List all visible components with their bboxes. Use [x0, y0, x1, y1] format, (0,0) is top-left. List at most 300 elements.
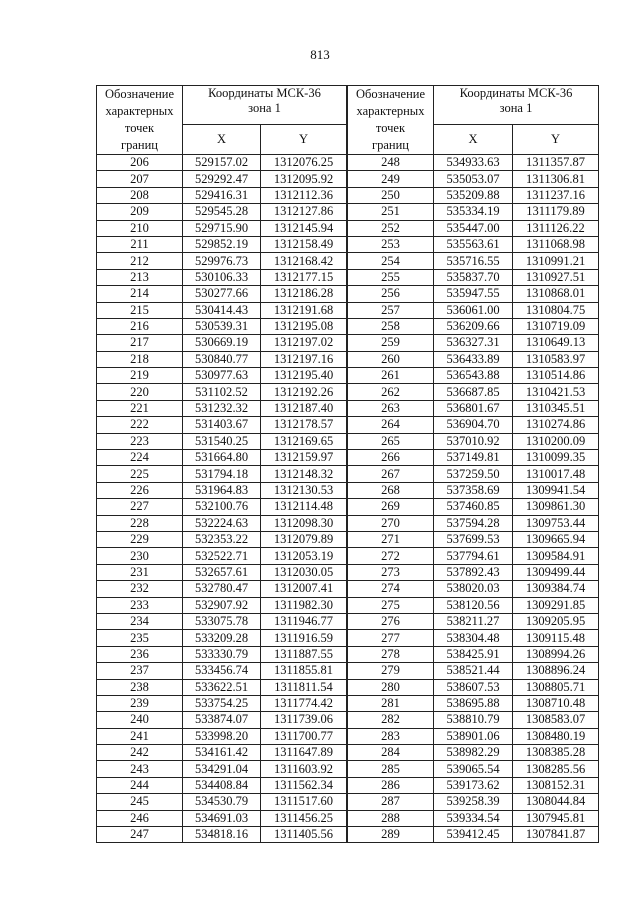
point-number-cell: 235 [97, 630, 183, 646]
y-coordinate-cell: 1312195.40 [261, 368, 347, 384]
table-row [97, 761, 347, 777]
point-number-cell: 212 [97, 253, 183, 269]
y-coordinate-cell: 1309753.44 [513, 515, 599, 531]
x-coordinate-cell: 532780.47 [183, 581, 261, 597]
table-row [97, 318, 347, 334]
x-coordinate-cell: 531403.67 [183, 417, 261, 433]
table-row [97, 236, 347, 252]
y-coordinate-cell: 1310099.35 [513, 450, 599, 466]
y-coordinate-cell: 1311887.55 [261, 646, 347, 662]
y-coordinate-cell: 1312127.86 [261, 204, 347, 220]
table-row [348, 581, 599, 597]
x-coordinate-cell: 533998.20 [183, 728, 261, 744]
point-number-cell: 228 [97, 515, 183, 531]
point-number-cell: 278 [348, 646, 434, 662]
x-coordinate-cell: 530414.43 [183, 302, 261, 318]
point-number-cell: 251 [348, 204, 434, 220]
table-row [97, 155, 347, 171]
point-number-cell: 220 [97, 384, 183, 400]
point-number-cell: 215 [97, 302, 183, 318]
y-coordinate-cell: 1310017.48 [513, 466, 599, 482]
coordinates-header-line: зона 1 [499, 101, 533, 115]
point-number-cell: 276 [348, 613, 434, 629]
y-coordinate-cell: 1312159.97 [261, 450, 347, 466]
x-coordinate-cell: 531102.52 [183, 384, 261, 400]
table-row [97, 335, 347, 351]
x-coordinate-cell: 535053.07 [434, 171, 513, 187]
y-coordinate-cell: 1311306.81 [513, 171, 599, 187]
y-coordinate-cell: 1309291.85 [513, 597, 599, 613]
x-coordinate-cell: 532224.63 [183, 515, 261, 531]
table-row [97, 597, 347, 613]
y-coordinate-cell: 1309941.54 [513, 482, 599, 498]
table-row [348, 335, 599, 351]
point-number-cell: 257 [348, 302, 434, 318]
table-row [97, 466, 347, 482]
x-coordinate-cell: 538211.27 [434, 613, 513, 629]
point-number-cell: 271 [348, 531, 434, 547]
point-number-cell: 217 [97, 335, 183, 351]
x-coordinate-cell: 529416.31 [183, 187, 261, 203]
x-coordinate-cell: 537892.43 [434, 564, 513, 580]
point-number-cell: 261 [348, 368, 434, 384]
table-row [348, 155, 599, 171]
x-coordinate-cell: 531540.25 [183, 433, 261, 449]
x-coordinate-cell: 530840.77 [183, 351, 261, 367]
y-coordinate-cell: 1309499.44 [513, 564, 599, 580]
y-coordinate-cell: 1311456.25 [261, 810, 347, 826]
y-coordinate-cell: 1311946.77 [261, 613, 347, 629]
x-coordinate-cell: 533456.74 [183, 663, 261, 679]
designation-header-line: Обозначение [104, 87, 175, 101]
table-row [348, 810, 599, 826]
y-coordinate-cell: 1311855.81 [261, 663, 347, 679]
table-row [348, 548, 599, 564]
point-number-cell: 281 [348, 695, 434, 711]
point-number-cell: 266 [348, 450, 434, 466]
table-row [97, 581, 347, 597]
x-coordinate-cell: 531964.83 [183, 482, 261, 498]
table-row [97, 663, 347, 679]
table-row [348, 761, 599, 777]
y-coordinate-cell: 1310719.09 [513, 318, 599, 334]
table-row [348, 646, 599, 662]
x-coordinate-cell: 537149.81 [434, 450, 513, 466]
point-number-cell: 239 [97, 695, 183, 711]
point-number-cell: 269 [348, 499, 434, 515]
table-row [97, 712, 347, 728]
y-coordinate-cell: 1310927.51 [513, 269, 599, 285]
x-coordinate-cell: 536061.00 [434, 302, 513, 318]
designation-header-line: характерных [356, 104, 425, 118]
x-coordinate-cell: 531794.18 [183, 466, 261, 482]
y-coordinate-cell: 1311405.56 [261, 827, 347, 843]
designation-header-line: границ [121, 138, 158, 152]
y-coordinate-cell: 1312158.49 [261, 236, 347, 252]
point-number-cell: 263 [348, 400, 434, 416]
y-coordinate-cell: 1308805.71 [513, 679, 599, 695]
x-coordinate-cell: 535716.55 [434, 253, 513, 269]
x-coordinate-cell: 538607.53 [434, 679, 513, 695]
designation-header-line: точек [124, 121, 155, 135]
point-number-cell: 225 [97, 466, 183, 482]
table-row [97, 351, 347, 367]
x-coordinate-cell: 536801.67 [434, 400, 513, 416]
y-coordinate-cell: 1311179.89 [513, 204, 599, 220]
y-coordinate-cell: 1311357.87 [513, 155, 599, 171]
point-number-cell: 236 [97, 646, 183, 662]
x-coordinate-cell: 529852.19 [183, 236, 261, 252]
table-row [348, 171, 599, 187]
point-number-cell: 243 [97, 761, 183, 777]
table-row [348, 515, 599, 531]
y-coordinate-cell: 1311982.30 [261, 597, 347, 613]
point-number-cell: 218 [97, 351, 183, 367]
y-coordinate-cell: 1311739.06 [261, 712, 347, 728]
point-number-cell: 226 [97, 482, 183, 498]
table-row [348, 253, 599, 269]
table-row [97, 384, 347, 400]
y-coordinate-cell: 1308152.31 [513, 777, 599, 793]
y-coordinate-cell: 1308994.26 [513, 646, 599, 662]
point-number-cell: 232 [97, 581, 183, 597]
point-number-cell: 213 [97, 269, 183, 285]
point-number-cell: 277 [348, 630, 434, 646]
y-coordinate-cell: 1311647.89 [261, 745, 347, 761]
x-coordinate-cell: 529292.47 [183, 171, 261, 187]
table-row [348, 466, 599, 482]
point-number-cell: 256 [348, 286, 434, 302]
coordinates-header-line: зона 1 [248, 101, 281, 115]
x-coordinate-cell: 533209.28 [183, 630, 261, 646]
point-number-cell: 260 [348, 351, 434, 367]
table-row [97, 269, 347, 285]
point-number-cell: 207 [97, 171, 183, 187]
designation-header-line: Обозначение [355, 87, 426, 101]
y-coordinate-cell: 1310421.53 [513, 384, 599, 400]
table-row [97, 482, 347, 498]
designation-header [97, 86, 183, 155]
point-number-cell: 289 [348, 827, 434, 843]
y-coordinate-cell: 1311517.60 [261, 794, 347, 810]
table-row [97, 433, 347, 449]
table-row [348, 187, 599, 203]
table-row [348, 220, 599, 236]
table-row [348, 499, 599, 515]
table-row [348, 269, 599, 285]
designation-header-line: точек [375, 121, 406, 135]
designation-header-line: характерных [105, 104, 174, 118]
table-row [97, 286, 347, 302]
x-coordinate-cell: 539334.54 [434, 810, 513, 826]
table-row [348, 531, 599, 547]
y-coordinate-cell: 1312191.68 [261, 302, 347, 318]
x-coordinate-cell: 530669.19 [183, 335, 261, 351]
y-coordinate-cell: 1312112.36 [261, 187, 347, 203]
table-row [348, 433, 599, 449]
x-coordinate-cell: 537794.61 [434, 548, 513, 564]
table-row [97, 171, 347, 187]
y-coordinate-cell: 1312130.53 [261, 482, 347, 498]
table-row [97, 810, 347, 826]
point-number-cell: 206 [97, 155, 183, 171]
y-coordinate-cell: 1312177.15 [261, 269, 347, 285]
table-row [97, 794, 347, 810]
y-coordinate-cell: 1308583.07 [513, 712, 599, 728]
x-coordinate-cell: 531664.80 [183, 450, 261, 466]
y-coordinate-cell: 1311562.34 [261, 777, 347, 793]
table-row [348, 663, 599, 679]
y-coordinate-cell: 1309115.48 [513, 630, 599, 646]
x-coordinate-cell: 536543.88 [434, 368, 513, 384]
y-coordinate-cell: 1308285.56 [513, 761, 599, 777]
point-number-cell: 229 [97, 531, 183, 547]
table-row [348, 630, 599, 646]
point-number-cell: 273 [348, 564, 434, 580]
y-coordinate-cell: 1311068.98 [513, 236, 599, 252]
point-number-cell: 230 [97, 548, 183, 564]
point-number-cell: 259 [348, 335, 434, 351]
x-coordinate-cell: 539258.39 [434, 794, 513, 810]
left-table-body [97, 155, 347, 843]
y-coordinate-cell: 1310274.86 [513, 417, 599, 433]
x-column-header: X [183, 125, 261, 155]
point-number-cell: 258 [348, 318, 434, 334]
table-row [97, 548, 347, 564]
x-coordinate-cell: 529545.28 [183, 204, 261, 220]
x-coordinate-cell: 539173.62 [434, 777, 513, 793]
x-coordinate-cell: 534161.42 [183, 745, 261, 761]
y-coordinate-cell: 1310804.75 [513, 302, 599, 318]
y-coordinate-cell: 1310583.97 [513, 351, 599, 367]
point-number-cell: 286 [348, 777, 434, 793]
table-row [97, 368, 347, 384]
y-coordinate-cell: 1312030.05 [261, 564, 347, 580]
point-number-cell: 238 [97, 679, 183, 695]
y-coordinate-cell: 1312186.28 [261, 286, 347, 302]
table-row [348, 613, 599, 629]
coordinates-table-right [347, 85, 599, 843]
y-coordinate-cell: 1312195.08 [261, 318, 347, 334]
point-number-cell: 267 [348, 466, 434, 482]
table-row [348, 827, 599, 843]
y-coordinate-cell: 1312095.92 [261, 171, 347, 187]
point-number-cell: 253 [348, 236, 434, 252]
y-coordinate-cell: 1312114.48 [261, 499, 347, 515]
y-coordinate-cell: 1309861.30 [513, 499, 599, 515]
point-number-cell: 244 [97, 777, 183, 793]
x-column-header: X [434, 125, 513, 155]
table-row [348, 351, 599, 367]
y-coordinate-cell: 1308710.48 [513, 695, 599, 711]
x-coordinate-cell: 532353.22 [183, 531, 261, 547]
point-number-cell: 209 [97, 204, 183, 220]
table-row [348, 564, 599, 580]
x-coordinate-cell: 539065.54 [434, 761, 513, 777]
y-coordinate-cell: 1308385.28 [513, 745, 599, 761]
table-row [97, 777, 347, 793]
point-number-cell: 262 [348, 384, 434, 400]
designation-header [348, 86, 434, 155]
table-row [97, 745, 347, 761]
table-row [348, 368, 599, 384]
point-number-cell: 210 [97, 220, 183, 236]
x-coordinate-cell: 535334.19 [434, 204, 513, 220]
y-coordinate-cell: 1307945.81 [513, 810, 599, 826]
x-coordinate-cell: 537594.28 [434, 515, 513, 531]
x-coordinate-cell: 535837.70 [434, 269, 513, 285]
x-coordinate-cell: 537010.92 [434, 433, 513, 449]
y-coordinate-cell: 1310991.21 [513, 253, 599, 269]
x-coordinate-cell: 538901.06 [434, 728, 513, 744]
table-row [97, 827, 347, 843]
y-coordinate-cell: 1310345.51 [513, 400, 599, 416]
y-coordinate-cell: 1308896.24 [513, 663, 599, 679]
x-coordinate-cell: 539412.45 [434, 827, 513, 843]
coordinates-header-line: Координаты МСК-36 [208, 86, 321, 100]
y-coordinate-cell: 1312169.65 [261, 433, 347, 449]
x-coordinate-cell: 534291.04 [183, 761, 261, 777]
table-row [348, 384, 599, 400]
y-coordinate-cell: 1311811.54 [261, 679, 347, 695]
x-coordinate-cell: 534818.16 [183, 827, 261, 843]
x-coordinate-cell: 538425.91 [434, 646, 513, 662]
x-coordinate-cell: 538120.56 [434, 597, 513, 613]
y-coordinate-cell: 1309665.94 [513, 531, 599, 547]
x-coordinate-cell: 535563.61 [434, 236, 513, 252]
x-coordinate-cell: 538521.44 [434, 663, 513, 679]
point-number-cell: 247 [97, 827, 183, 843]
y-coordinate-cell: 1312145.94 [261, 220, 347, 236]
table-row [348, 794, 599, 810]
table-row [348, 679, 599, 695]
x-coordinate-cell: 538020.03 [434, 581, 513, 597]
point-number-cell: 272 [348, 548, 434, 564]
point-number-cell: 288 [348, 810, 434, 826]
x-coordinate-cell: 532907.92 [183, 597, 261, 613]
y-coordinate-cell: 1309205.95 [513, 613, 599, 629]
point-number-cell: 234 [97, 613, 183, 629]
x-coordinate-cell: 535209.88 [434, 187, 513, 203]
x-coordinate-cell: 536209.66 [434, 318, 513, 334]
x-coordinate-cell: 537699.53 [434, 531, 513, 547]
table-row [348, 318, 599, 334]
x-coordinate-cell: 537358.69 [434, 482, 513, 498]
point-number-cell: 219 [97, 368, 183, 384]
coordinates-header [434, 86, 599, 125]
x-coordinate-cell: 538810.79 [434, 712, 513, 728]
point-number-cell: 246 [97, 810, 183, 826]
x-coordinate-cell: 530539.31 [183, 318, 261, 334]
point-number-cell: 216 [97, 318, 183, 334]
table-row [348, 236, 599, 252]
page-number: 813 [310, 47, 330, 62]
table-row [97, 515, 347, 531]
point-number-cell: 255 [348, 269, 434, 285]
table-row [348, 482, 599, 498]
table-row [348, 417, 599, 433]
table-row [97, 302, 347, 318]
table-row [348, 286, 599, 302]
right-table-body [348, 155, 599, 843]
x-coordinate-cell: 529157.02 [183, 155, 261, 171]
point-number-cell: 237 [97, 663, 183, 679]
point-number-cell: 250 [348, 187, 434, 203]
y-coordinate-cell: 1311774.42 [261, 695, 347, 711]
table-row [348, 728, 599, 744]
table-row [97, 220, 347, 236]
x-coordinate-cell: 538695.88 [434, 695, 513, 711]
table-row [97, 695, 347, 711]
table-row [97, 728, 347, 744]
x-coordinate-cell: 532522.71 [183, 548, 261, 564]
point-number-cell: 240 [97, 712, 183, 728]
y-coordinate-cell: 1311237.16 [513, 187, 599, 203]
point-number-cell: 242 [97, 745, 183, 761]
y-coordinate-cell: 1308480.19 [513, 728, 599, 744]
y-coordinate-cell: 1312053.19 [261, 548, 347, 564]
y-coordinate-cell: 1312007.41 [261, 581, 347, 597]
point-number-cell: 252 [348, 220, 434, 236]
point-number-cell: 233 [97, 597, 183, 613]
point-number-cell: 287 [348, 794, 434, 810]
table-row [97, 630, 347, 646]
table-row [348, 400, 599, 416]
point-number-cell: 283 [348, 728, 434, 744]
table-row [97, 531, 347, 547]
point-number-cell: 284 [348, 745, 434, 761]
point-number-cell: 279 [348, 663, 434, 679]
x-coordinate-cell: 538304.48 [434, 630, 513, 646]
y-coordinate-cell: 1310868.01 [513, 286, 599, 302]
y-coordinate-cell: 1311916.59 [261, 630, 347, 646]
table-row [97, 204, 347, 220]
table-row [97, 646, 347, 662]
point-number-cell: 223 [97, 433, 183, 449]
table-row [348, 597, 599, 613]
x-coordinate-cell: 533330.79 [183, 646, 261, 662]
table-row [97, 450, 347, 466]
x-coordinate-cell: 535947.55 [434, 286, 513, 302]
y-coordinate-cell: 1311700.77 [261, 728, 347, 744]
point-number-cell: 214 [97, 286, 183, 302]
x-coordinate-cell: 530277.66 [183, 286, 261, 302]
point-number-cell: 282 [348, 712, 434, 728]
table-row [97, 499, 347, 515]
x-coordinate-cell: 534408.84 [183, 777, 261, 793]
x-coordinate-cell: 536433.89 [434, 351, 513, 367]
y-coordinate-cell: 1310514.86 [513, 368, 599, 384]
y-coordinate-cell: 1311603.92 [261, 761, 347, 777]
y-coordinate-cell: 1312187.40 [261, 400, 347, 416]
point-number-cell: 224 [97, 450, 183, 466]
table-row [348, 777, 599, 793]
coordinates-header-line: Координаты МСК-36 [459, 86, 573, 100]
point-number-cell: 285 [348, 761, 434, 777]
x-coordinate-cell: 533874.07 [183, 712, 261, 728]
table-row [97, 417, 347, 433]
x-coordinate-cell: 536327.31 [434, 335, 513, 351]
point-number-cell: 211 [97, 236, 183, 252]
x-coordinate-cell: 533622.51 [183, 679, 261, 695]
y-coordinate-cell: 1312192.26 [261, 384, 347, 400]
y-coordinate-cell: 1312197.16 [261, 351, 347, 367]
table-row [97, 564, 347, 580]
point-number-cell: 254 [348, 253, 434, 269]
point-number-cell: 248 [348, 155, 434, 171]
point-number-cell: 249 [348, 171, 434, 187]
table-row [97, 679, 347, 695]
